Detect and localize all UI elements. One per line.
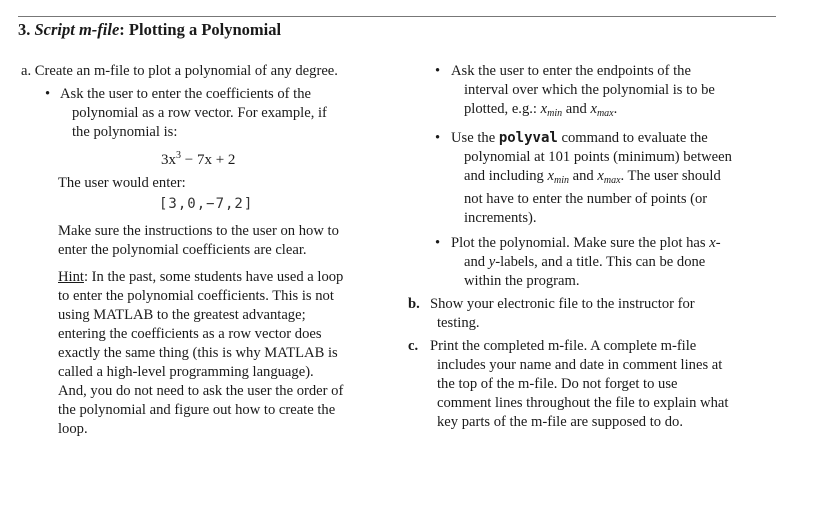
text-line: key parts of the m-file are supposed to do. bbox=[437, 414, 683, 430]
text-line: within the program. bbox=[464, 273, 580, 289]
text-line bbox=[451, 100, 783, 123]
bullet-icon: • bbox=[435, 63, 441, 79]
text-line: the top of the m-file. Do not forget to use bbox=[437, 376, 678, 392]
var-x: x bbox=[709, 235, 716, 251]
section-title-italic: Script m-file bbox=[34, 20, 120, 39]
text-line: Make sure the instructions to the user on how to bbox=[58, 223, 339, 239]
text-line: entering the coefficients as a row vector does bbox=[58, 326, 322, 342]
bullet-coefficients bbox=[23, 85, 401, 142]
formula-exponent: 3 bbox=[176, 150, 181, 161]
var-x: x bbox=[547, 168, 554, 184]
sub-min: min bbox=[547, 108, 563, 119]
section-title-rest: : Plotting a Polynomial bbox=[119, 20, 282, 39]
text-run: -labels, and a title. This can be done bbox=[495, 254, 706, 270]
formula-term: 3x bbox=[161, 152, 176, 168]
text-line: interval over which the polynomial is to be bbox=[464, 82, 715, 98]
polynomial-formula bbox=[21, 146, 401, 170]
text-line: enter the polynomial coefficients are clear. bbox=[58, 242, 307, 258]
text-run: - bbox=[715, 235, 721, 251]
user-would-enter: The user would enter: bbox=[58, 175, 186, 191]
text-run: . bbox=[613, 101, 618, 117]
text-run: . The user should bbox=[620, 168, 721, 184]
text-line bbox=[451, 129, 783, 148]
text-line: called a high-level programming language). bbox=[58, 364, 314, 380]
item-b bbox=[408, 295, 783, 333]
sub-min: min bbox=[553, 175, 569, 186]
text-run: and including bbox=[464, 168, 548, 184]
text-run: and bbox=[568, 168, 598, 184]
text-line bbox=[451, 234, 783, 253]
text-line: polynomial as a row vector. For example, if bbox=[72, 105, 327, 121]
text-line: Ask the user to enter the coefficients of the bbox=[60, 86, 311, 102]
text-line: exactly the same thing (this is why MATLAB is bbox=[58, 345, 338, 361]
text-line bbox=[451, 253, 783, 272]
item-a-label: a. bbox=[21, 63, 32, 79]
var-x: x bbox=[597, 168, 604, 184]
text-line: And, you do not need to ask the user the order of bbox=[58, 383, 344, 399]
bullet-icon: • bbox=[45, 86, 51, 102]
text-line: Show your electronic file to the instructor for bbox=[430, 296, 695, 312]
text-line: : In the past, some students have used a loop bbox=[83, 269, 344, 285]
text-line: polynomial at 101 points (minimum) between bbox=[464, 149, 732, 165]
text-run: command to evaluate the bbox=[557, 130, 708, 146]
bullet-icon: • bbox=[435, 235, 441, 251]
item-a bbox=[21, 62, 401, 81]
var-y: y bbox=[488, 254, 496, 270]
text-run: Use the bbox=[451, 130, 499, 146]
text-line: increments). bbox=[464, 210, 537, 226]
text-line: the polynomial is: bbox=[72, 124, 178, 140]
text-line: Ask the user to enter the endpoints of the bbox=[451, 63, 691, 79]
text-line: testing. bbox=[437, 315, 480, 331]
top-rule bbox=[18, 16, 776, 17]
code-example: [3,0,−7,2] bbox=[159, 196, 254, 212]
text-line: using MATLAB to the greatest advantage; bbox=[58, 307, 306, 323]
bullet-endpoints bbox=[408, 62, 783, 123]
text-line: Print the completed m-file. A complete m-file bbox=[430, 338, 697, 354]
sub-max: max bbox=[596, 108, 614, 119]
item-b-label: b. bbox=[408, 296, 420, 312]
item-c bbox=[408, 337, 783, 432]
sub-max: max bbox=[603, 175, 621, 186]
text-line: the polynomial and figure out how to create the bbox=[58, 402, 336, 418]
text-line: not have to enter the number of points (or bbox=[464, 191, 708, 207]
text-run: plotted, e.g.: bbox=[464, 101, 541, 117]
text-run: and bbox=[562, 101, 591, 117]
section-number: 3. bbox=[18, 20, 31, 39]
hint-paragraph bbox=[21, 268, 401, 439]
text-line: loop. bbox=[58, 421, 88, 437]
section-title bbox=[18, 20, 281, 40]
text-line: comment lines throughout the file to explain what bbox=[437, 395, 729, 411]
right-column bbox=[408, 62, 783, 432]
bullet-icon: • bbox=[435, 130, 441, 146]
hint-label: Hint bbox=[58, 269, 84, 285]
formula-term: − 7x + 2 bbox=[181, 152, 236, 168]
polyval-code: polyval bbox=[498, 130, 558, 146]
var-x: x bbox=[540, 101, 548, 117]
left-column bbox=[21, 62, 401, 439]
text-run: Plot the polynomial. Make sure the plot has bbox=[451, 235, 710, 251]
bullet-plot bbox=[408, 234, 783, 291]
bullet-polyval bbox=[408, 129, 783, 228]
text-run: and bbox=[464, 254, 489, 270]
var-x: x bbox=[590, 101, 597, 117]
item-c-label: c. bbox=[408, 338, 419, 354]
item-a-text: Create an m-file to plot a polynomial of any degree. bbox=[34, 63, 338, 79]
instructions-paragraph bbox=[21, 222, 401, 260]
text-line: to enter the polynomial coefficients. This is not bbox=[58, 288, 334, 304]
text-line bbox=[451, 167, 783, 190]
text-line: includes your name and date in comment lines at bbox=[437, 357, 723, 373]
